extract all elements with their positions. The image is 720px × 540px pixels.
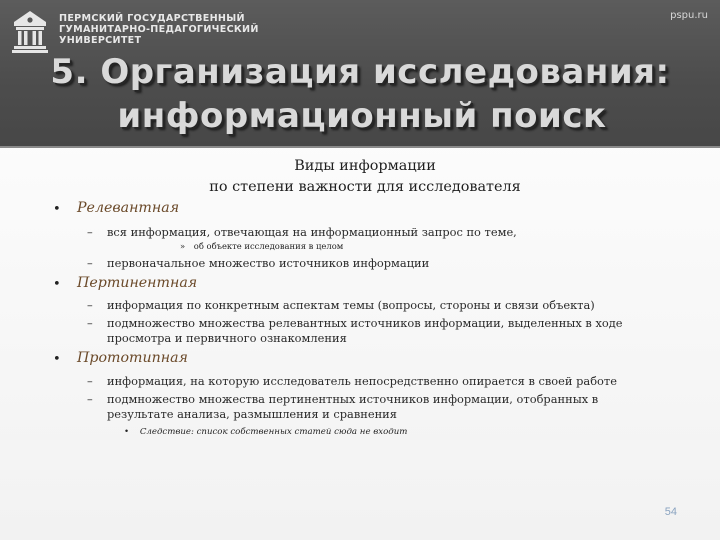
list-item — [87, 256, 430, 272]
sub-marker: » — [180, 241, 186, 251]
consequence-note — [124, 427, 407, 437]
dash-marker: – — [87, 392, 93, 406]
slide-title-line-1: 5. Организация исследования: — [50, 52, 670, 92]
dash-marker: – — [87, 225, 93, 239]
bullet-marker: • — [53, 277, 61, 292]
university-name-line: УНИВЕРСИТЕТ — [59, 35, 142, 46]
subtitle-line-1: Виды информации — [294, 158, 436, 174]
slide-title-line-2: информационный поиск — [117, 96, 607, 136]
dash-marker: – — [87, 316, 93, 330]
consequence-note-text: Следствие: список собственных статей сюда не входит — [139, 427, 408, 437]
list-item — [87, 316, 623, 332]
list-item-text: информация по конкретным аспектам темы (вопросы, стороны и связи объекта) — [107, 298, 595, 312]
sub-list-item-text: об объекте исследования в целом — [193, 241, 344, 251]
section-label-prototype: Прототипная — [77, 350, 188, 366]
section-label-pertinent: Пертинентная — [77, 275, 198, 291]
dash-marker: – — [87, 374, 93, 388]
list-item-text: информация, на которую исследователь непосредственно опирается в своей работе — [107, 374, 617, 388]
dash-marker: – — [87, 256, 93, 270]
list-item-text: вся информация, отвечающая на информационный запрос по теме, — [107, 225, 517, 239]
note-bullet-marker: • — [124, 427, 130, 437]
list-item-text: подмножество множества релевантных источников информации, выделенных в ходе — [107, 316, 623, 330]
list-item — [87, 392, 599, 408]
list-item-continuation: просмотра и первичного ознакомления — [107, 331, 347, 345]
subtitle-line-2: по степени важности для исследователя — [209, 179, 521, 195]
list-item — [87, 225, 517, 241]
dash-marker: – — [87, 298, 93, 312]
university-name-line: ПЕРМСКИЙ ГОСУДАРСТВЕННЫЙ — [59, 13, 245, 24]
list-item — [87, 374, 617, 390]
section-label-relevant: Релевантная — [77, 200, 180, 216]
list-item-text: первоначальное множество источников информации — [107, 256, 430, 270]
site-url: pspu.ru — [670, 10, 708, 21]
page-number: 54 — [664, 506, 677, 518]
list-item — [87, 298, 595, 314]
list-item-continuation: результате анализа, размышления и сравнения — [107, 407, 397, 421]
university-name-line: ГУМАНИТАРНО-ПЕДАГОГИЧЕСКИЙ — [59, 24, 259, 35]
bullet-marker: • — [53, 202, 61, 217]
sub-list-item — [180, 241, 343, 251]
bullet-marker: • — [53, 352, 61, 367]
list-item-text: подмножество множества пертинентных источников информации, отобранных в — [107, 392, 599, 406]
